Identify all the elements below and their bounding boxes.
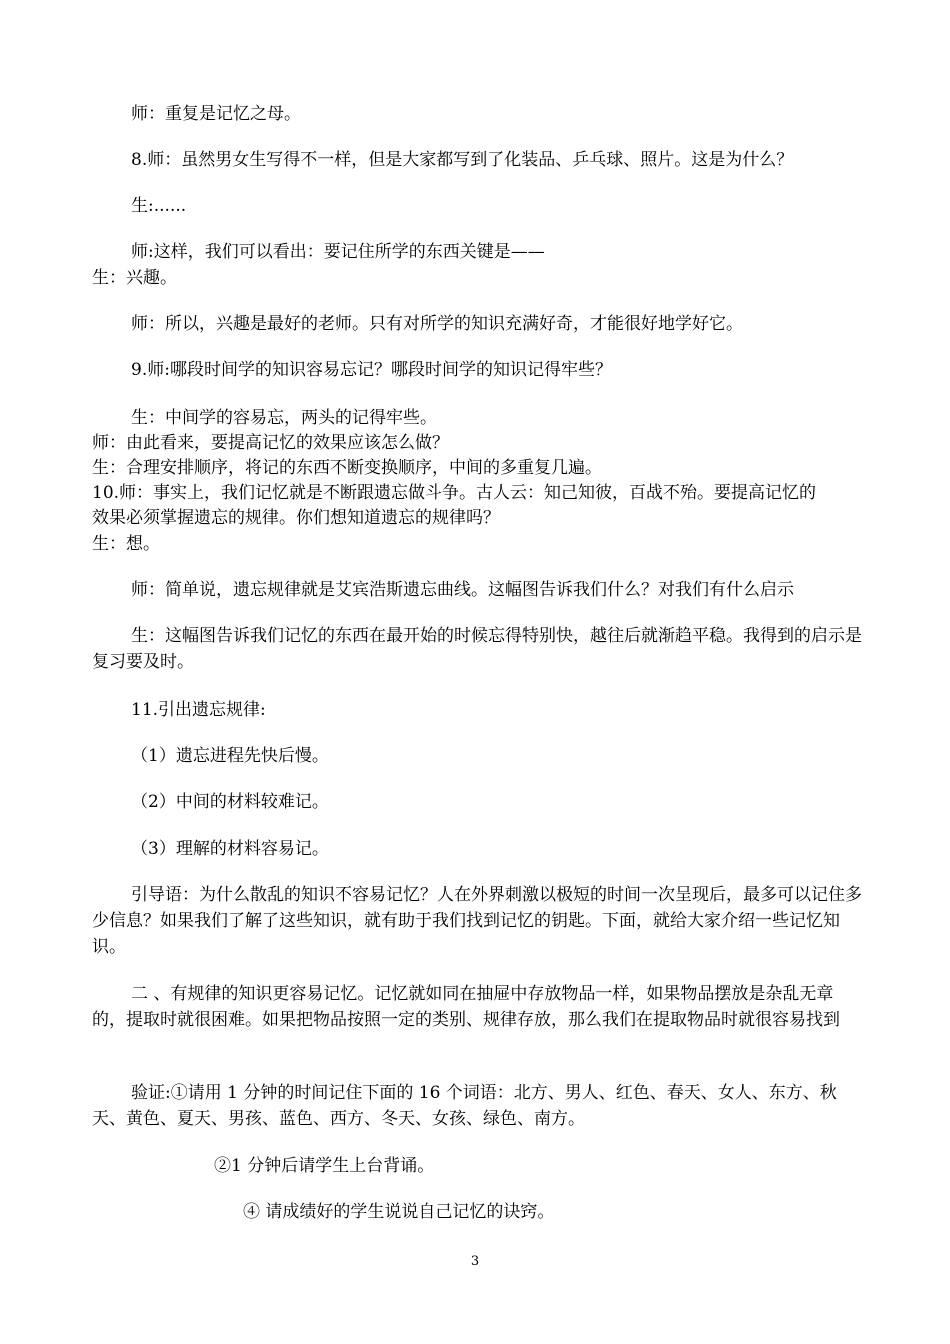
- list-item: （3）理解的材料容易记。: [131, 839, 329, 859]
- text-line: 8.师：虽然男女生写得不一样，但是大家都写到了化装品、乒乓球、照片。这是为什么？: [131, 150, 794, 170]
- page-number: 3: [470, 1254, 480, 1269]
- paragraph: 验证:①请用 1 分钟的时间记住下面的 16 个词语：北方、男人、红色、春天、女人、东方、秋天、黄色、夏天、男孩、蓝色、西方、冬天、女孩、绿色、南方。: [92, 1083, 837, 1129]
- paragraph: 二 、有规律的知识更容易记忆。记忆就如同在抽屉中存放物品一样，如果物品摆放是杂乱无章的，提取时就很困难。如果把物品按照一定的类别、规律存放，那么我们在提取物品时就很容易找到: [92, 984, 840, 1030]
- text-line: 生：中间学的容易忘，两头的记得牢些。: [131, 408, 437, 428]
- text-line: 生：想。: [92, 534, 160, 554]
- text-line: 师：所以，兴趣是最好的老师。只有对所学的知识充满好奇，才能很好地学好它。: [131, 314, 743, 334]
- text-line: 生：合理安排顺序，将记的东西不断变换顺序，中间的多重复几遍。: [92, 458, 602, 478]
- text-line: 生：兴趣。: [92, 268, 177, 288]
- text-line: ②1 分钟后请学生上台背诵。: [214, 1156, 435, 1176]
- text-line: 效果必须掌握遗忘的规律。你们想知道遗忘的规律吗？: [92, 508, 500, 528]
- text-line: ④ 请成绩好的学生说说自己记忆的诀窍。: [243, 1202, 555, 1222]
- text-line: 9.师:哪段时间学的知识容易忘记？哪段时间学的知识记得牢些？: [131, 360, 612, 380]
- paragraph: 引导语：为什么散乱的知识不容易记忆？人在外界刺激以极短的时间一次呈现后，最多可以记住多少信息？如果我们了解了这些知识，就有助于我们找到记忆的钥匙。下面，就给大家介绍一些记忆知识。: [92, 885, 862, 957]
- paragraph: 生：这幅图告诉我们记忆的东西在最开始的时候忘得特别快，越往后就渐趋平稳。我得到的启示是复习要及时。: [92, 626, 862, 672]
- text-line: 10.师：事实上，我们记忆就是不断跟遗忘做斗争。古人云：知己知彼，百战不殆。要提高记忆的: [92, 483, 817, 503]
- text-line: 师:这样，我们可以看出：要记住所学的东西关键是——: [131, 242, 545, 262]
- text-line: 师：简单说，遗忘规律就是艾宾浩斯遗忘曲线。这幅图告诉我们什么？对我们有什么启示: [131, 580, 794, 600]
- text-line: 师：重复是记忆之母。: [131, 104, 301, 124]
- text-line: 生:......: [131, 196, 187, 216]
- list-item: （1）遗忘进程先快后慢。: [131, 746, 329, 766]
- text-line: 11.引出遗忘规律:: [131, 700, 266, 720]
- list-item: （2）中间的材料较难记。: [131, 792, 329, 812]
- text-line: 师：由此看来，要提高记忆的效果应该怎么做？: [92, 433, 449, 453]
